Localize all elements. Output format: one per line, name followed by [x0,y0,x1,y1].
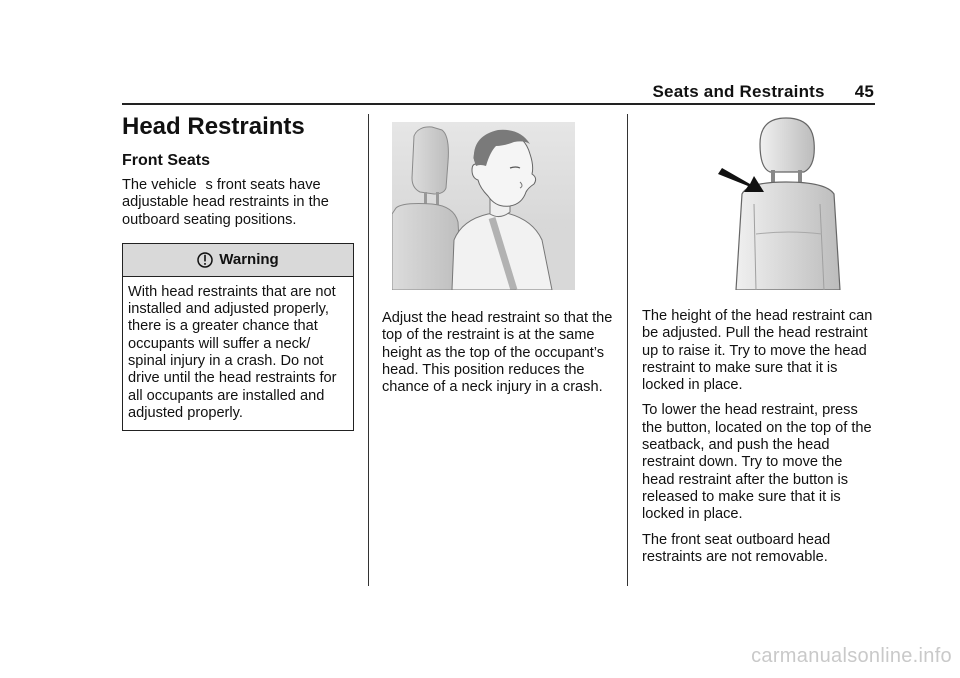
column-2 [382,112,617,404]
not-removable-note: The front seat outboard head restraints are not removable. [642,531,831,565]
section-title: Seats and Restraints [652,82,825,101]
warning-title: Warning [219,251,279,269]
intro-paragraph: The vehicles front seats have adjustable head restraints in the outboard seating positions. [122,177,329,228]
column-1 [122,112,354,431]
page-number: 45 [854,82,874,101]
watermark-text: carmanualsonline.info [751,645,952,667]
warning-text: With head restraints that are not installed and adjusted properly, there is a greater chance that occupants will suffer a neck/ spinal injury in a crash. Do not drive until the head restraints for all occupants are installed and adjusted properly. [128,283,337,421]
warning-circle-icon [197,251,213,269]
lower-instructions: To lower the head restraint, press the button, located on the top of the seatback, and push the head restraint down. Try to move the head restraint after the button is released to make sure that it is locked in place. [642,402,872,523]
column-divider-2 [627,114,628,586]
section-heading: Head Restraints [122,113,305,140]
subsection-heading: Front Seats [122,152,211,169]
running-header [653,82,875,102]
warning-header [123,244,353,277]
warning-box [122,243,354,431]
raise-instructions: The height of the head restraint can be adjusted. Pull the head restraint up to raise it. Try to move the head restraint to make sure that it is locked in place. [642,308,873,394]
seatback-head-restraint-button-illustration [684,114,844,290]
person-seated-head-restraint-illustration [392,122,575,290]
column-divider-1 [368,114,369,586]
header-rule [122,103,875,105]
column-3 [642,112,877,574]
adjust-instructions: Adjust the head restraint so that the top of the restraint is at the same height as the top of the occupant’s head. This position reduces the chance of a neck injury in a crash. [382,310,613,396]
